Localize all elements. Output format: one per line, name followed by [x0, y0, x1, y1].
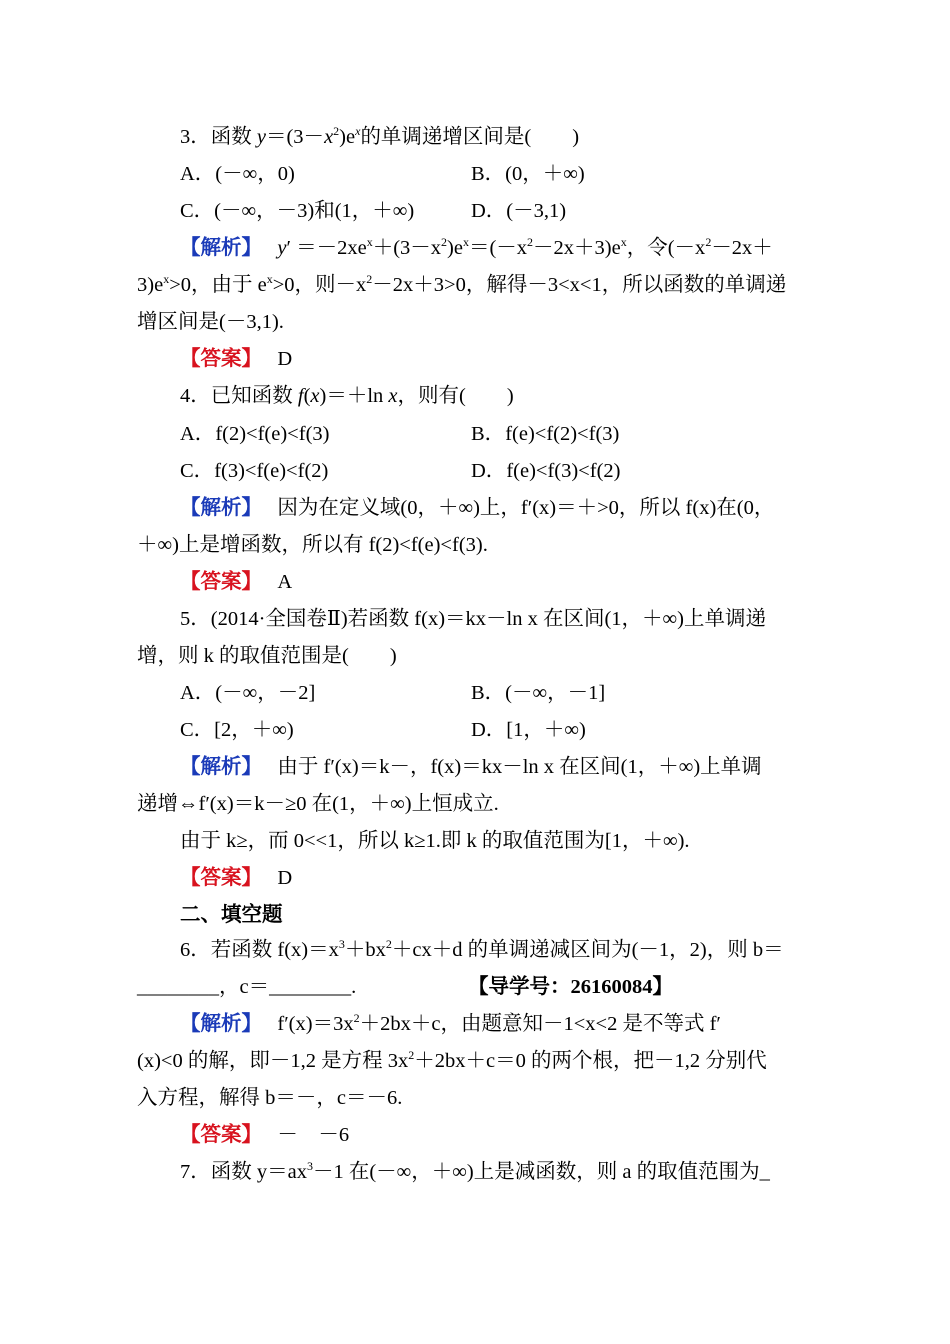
q6-stem-line2: ________，c＝________.	[137, 976, 357, 998]
answer-tag: 【答案】	[180, 348, 262, 370]
q7-stem: 7．函数 $y=ax^3-1$ 在(－∞，＋∞)上是减函数，则 a 的取值范围为_	[180, 1159, 770, 1183]
q6-analysis-line1: 【解析】 $f'(x)=3x^2+2bx+c$，由题意知－1<x<2 是不等式 f′	[180, 1011, 721, 1035]
q4-answer: 【答案】 A	[180, 571, 293, 593]
q5-analysis-line3: 由于 k≥，而 0<<1，所以 k≥1.即 k 的取值范围为[1，＋∞).	[180, 830, 690, 852]
q5-stem-line2: 增，则 k 的取值范围是( )	[137, 645, 397, 667]
q4-option-a: A．f(2)<f(e)<f(3)	[180, 423, 330, 445]
q6-stem-line1: 6．若函数 $f(x)=x^3+bx^2+cx+d$ 的单调递减区间为(－1，2)，则 b＝	[180, 937, 784, 961]
q5-stem-line1: 5．(2014·全国卷Ⅱ)若函数 f(x)＝kx－ln x 在区间(1，＋∞)上单调递	[180, 608, 766, 630]
q6-reference-number: 【导学号：26160084】	[468, 976, 673, 998]
q5-answer: 【答案】 D	[180, 867, 293, 889]
q6-analysis-line2: (x)<0 的解，即－1,2 是方程 $3x^2+2bx+c=0$ 的两个根，把－1,2 分别代	[137, 1048, 767, 1072]
q3-answer: 【答案】 D	[180, 348, 293, 370]
q3-analysis-line2: $3)e^x>0$，由于 $e^x>0$，则$-x^2-2x+3>0$，解得－3<x<1，所以函数的单调递	[137, 272, 787, 296]
q5-option-a: A．(－∞，－2]	[180, 682, 316, 704]
q6-answer: 【答案】 － －6	[180, 1124, 350, 1146]
q4-stem: 4．已知函数 f(x)＝＋ln x，则有( )	[180, 385, 514, 407]
q6-analysis-line3: 入方程，解得 b＝－，c＝－6.	[137, 1087, 403, 1109]
q3-option-c: C．(－∞，－3)和(1，＋∞)	[180, 200, 415, 222]
section-heading: 二、填空题	[180, 904, 283, 926]
analysis-tag: 【解析】	[180, 756, 262, 778]
answer-tag: 【答案】	[180, 1124, 262, 1146]
q4-analysis-line1: 【解析】 因为在定义域(0，＋∞)上，f′(x)＝＋>0，所以 f(x)在(0，	[180, 497, 775, 519]
q3-option-a: A．(－∞，0)	[180, 163, 295, 185]
q3-option-b: B．(0，＋∞)	[471, 163, 585, 185]
q3-analysis-line3: 增区间是(－3,1).	[137, 311, 284, 333]
answer-tag: 【答案】	[180, 867, 262, 889]
q4-option-b: B．f(e)<f(2)<f(3)	[471, 423, 620, 445]
q3-stem: 3．函数 $y=(3-x^2)e^x$的单调递增区间是( )	[180, 124, 580, 148]
q3-analysis-line1: 【解析】 $y' =-2xe^x+(3-x^2)e^x=(-x^2-2x+3)e^x$，令($-x^2-2x+$	[180, 235, 773, 259]
q5-option-c: C．[2，＋∞)	[180, 719, 294, 741]
answer-tag: 【答案】	[180, 571, 262, 593]
analysis-tag: 【解析】	[180, 497, 262, 519]
q5-analysis-line2: 递增⇔f′(x)＝k－≥0 在(1，＋∞)上恒成立.	[137, 793, 499, 815]
analysis-tag: 【解析】	[180, 1013, 262, 1035]
analysis-tag: 【解析】	[180, 237, 262, 259]
q3-option-d: D．(－3,1)	[471, 200, 567, 222]
q4-analysis-line2: ＋∞)上是增函数，所以有 f(2)<f(e)<f(3).	[137, 534, 488, 556]
q5-option-d: D．[1，＋∞)	[471, 719, 586, 741]
q4-option-c: C．f(3)<f(e)<f(2)	[180, 460, 329, 482]
q5-option-b: B．(－∞，－1]	[471, 682, 606, 704]
q4-option-d: D．f(e)<f(3)<f(2)	[471, 460, 621, 482]
q5-analysis-line1: 【解析】 由于 f′(x)＝k－，f(x)＝kx－ln x 在区间(1，＋∞)上单调	[180, 756, 762, 778]
